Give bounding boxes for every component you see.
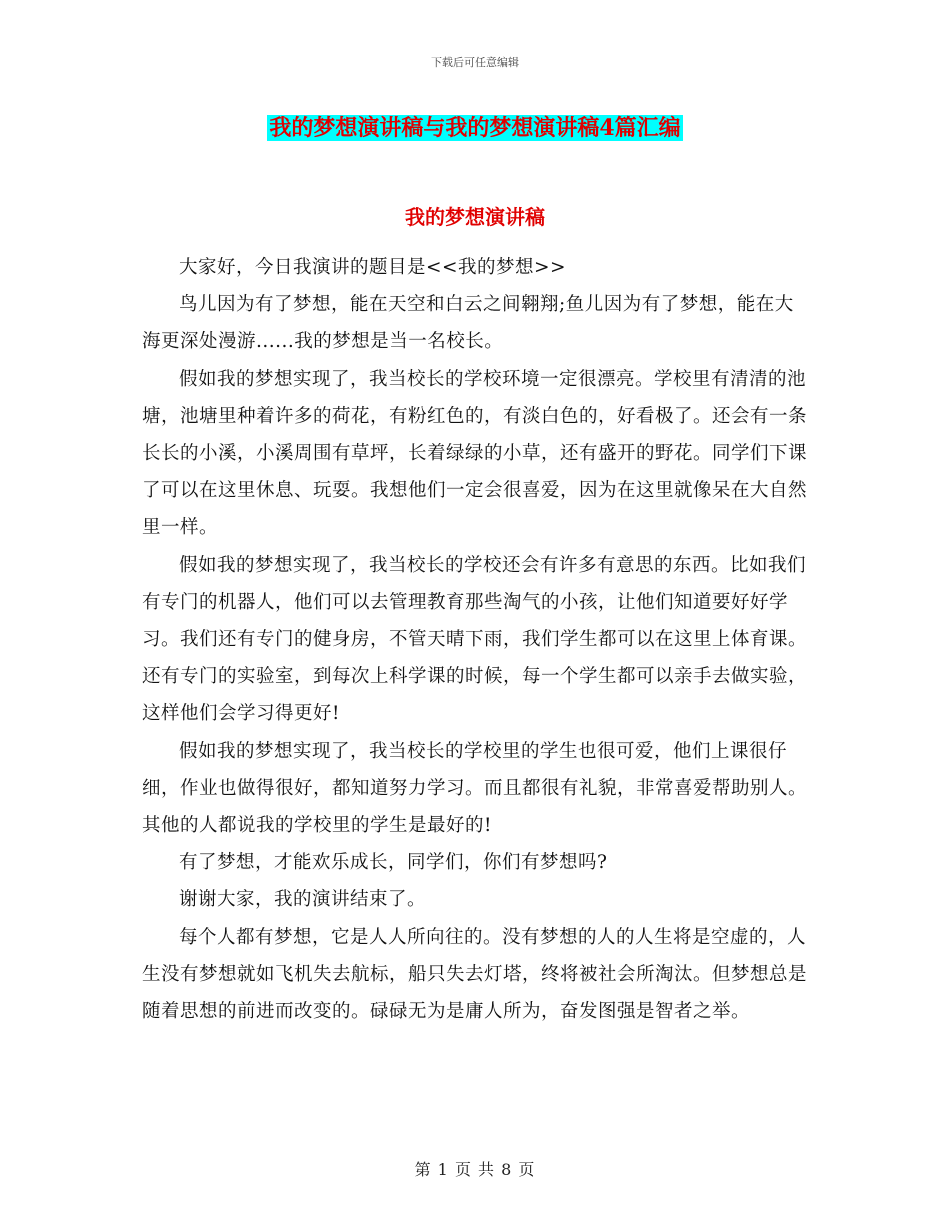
paragraph: 大家好，今日我演讲的题目是<<我的梦想>>: [179, 257, 567, 278]
paragraph: 谢谢大家，我的演讲结束了。: [179, 889, 427, 911]
paragraph: 假如我的梦想实现了，我当校长的学校环境一定很漂亮。学校里有清清的池塘，池塘里种着许多的荷花，有粉红色的，有淡白色的，好看极了。还会有一条长长的小溪，小溪周围有草坪，长着绿绿的小草，还有盛开的野花。同学们下课了可以在这里休息、玩耍。我想他们一定会很喜爱，因为在这里就像呆在大自然里一样。: [142, 368, 808, 539]
paragraph: 鸟儿因为有了梦想，能在天空和白云之间翱翔;鱼儿因为有了梦想，能在大海更深处漫游......我的梦想是当一名校长。: [142, 294, 794, 353]
document-body: [142, 249, 812, 1030]
paragraph: 假如我的梦想实现了，我当校长的学校还会有许多有意思的东西。比如我们有专门的机器人，他们可以去管理教育那些淘气的小孩，让他们知道要好好学习。我们还有专门的健身房，不管天晴下雨，我们学生都可以在这里上体育课。还有专门的实验室，到每次上科学课的时候，每一个学生都可以亲手去做实验，这样他们会学习得更好!: [142, 554, 808, 725]
paragraph: 有了梦想，才能欢乐成长，同学们，你们有梦想吗?: [179, 852, 608, 874]
document-title-text: 我的梦想演讲稿与我的梦想演讲稿4篇汇编: [269, 115, 681, 141]
document-title: [0, 113, 950, 143]
page-number: 第 1 页 共 8 页: [414, 1160, 536, 1179]
section-title: 我的梦想演讲稿: [405, 205, 545, 229]
paragraph: 每个人都有梦想，它是人人所向往的。没有梦想的人的人生将是空虚的，人生没有梦想就如飞机失去航标，船只失去灯塔，终将被社会所淘汰。但梦想总是随着思想的前进而改变的。碌碌无为是庸人所为，奋发图强是智者之举。: [142, 926, 808, 1023]
header-note: 下载后可任意编辑: [431, 56, 519, 69]
paragraph: 假如我的梦想实现了，我当校长的学校里的学生也很可爱，他们上课很仔细，作业也做得很好，都知道努力学习。而且都很有礼貌，非常喜爱帮助别人。其他的人都说我的学校里的学生是最好的!: [142, 740, 808, 837]
